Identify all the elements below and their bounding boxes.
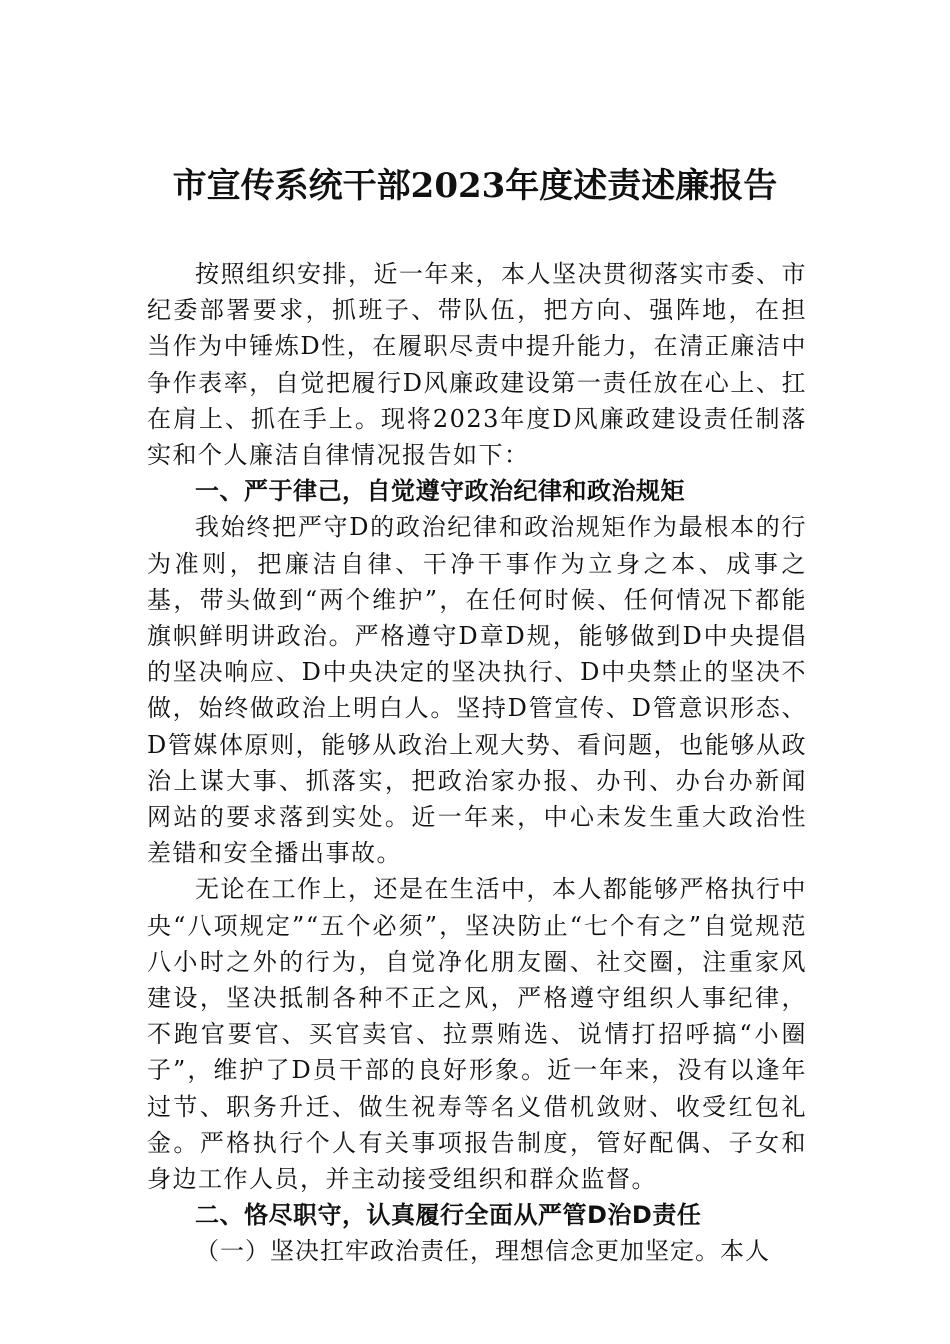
document-title: 市宣传系统干部2023年度述责述廉报告 — [172, 166, 778, 206]
section-2-subheading-1: （一）坚决扛牢政治责任，理想信念更加坚定。本人 — [195, 1237, 770, 1266]
intro-paragraph: 按照组织安排，近一年来，本人坚决贯彻落实市委、市纪委部署要求，抓班子、带队伍，把方向、强阵地，在担当作为中锤炼D性，在履职尽责中提升能力，在清正廉洁中争作表率，自觉把履行D风廉政建设第一责任放在心上、扛在肩上、抓在手上。现将2023年度D风廉政建设责任制落实和个人廉洁自律情况报告如下： — [147, 260, 807, 470]
document-body — [147, 256, 807, 1270]
section-1-heading: 一、严于律己，自觉遵守政治纪律和政治规矩 — [195, 477, 685, 506]
section-1-paragraph-1: 我始终把严守D的政治纪律和政治规矩作为最根本的行为准则，把廉洁自律、干净干事作为立身之本、成事之基，带头做到“两个维护”，在任何时候、任何情况下都能旗帜鲜明讲政治。严格遵守D章D规，能够做到D中央提倡的坚决响应、D中央决定的坚决执行、D中央禁止的坚决不做，始终做政治上明白人。坚持D管宣传、D管意识形态、D管媒体原则，能够从政治上观大势、看问题，也能够从政治上谋大事、抓落实，把政治家办报、办刊、办台办新闻网站的要求落到实处。近一年来，中心未发生重大政治性差错和安全播出事故。 — [147, 513, 807, 868]
section-2-heading: 二、恪尽职守，认真履行全面从严管D治D责任 — [195, 1201, 702, 1230]
section-1-paragraph-2: 无论在工作上，还是在生活中，本人都能够严格执行中央“八项规定”“五个必须”，坚决防止“七个有之”自觉规范八小时之外的行为，自觉净化朋友圈、社交圈，注重家风建设，坚决抵制各种不正之风，严格遵守组织人事纪律，不跑官要官、买官卖官、拉票贿选、说情打招呼搞“小圈子”，维护了D员干部的良好形象。近一年来，没有以逢年过节、职务升迁、做生祝寿等名义借机敛财、收受红包礼金。严格执行个人有关事项报告制度，管好配偶、子女和身边工作人员，并主动接受组织和群众监督。 — [147, 875, 807, 1194]
